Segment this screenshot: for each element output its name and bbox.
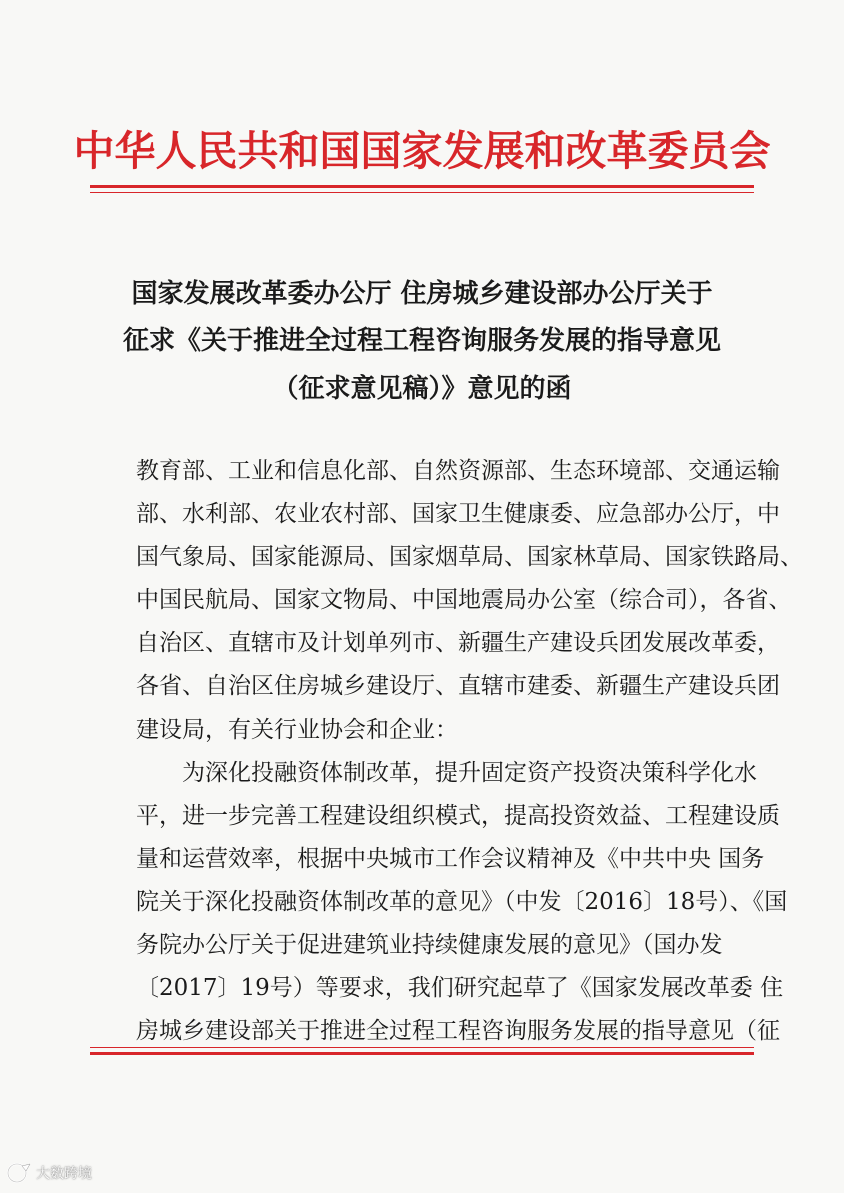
masthead-rule-thick <box>90 185 754 188</box>
footer-rule-thick <box>90 1052 754 1055</box>
addressee-line: 教育部、工业和信息化部、自然资源部、生态环境部、交通运输 <box>136 458 780 484</box>
watermark <box>6 1162 92 1184</box>
body-paragraph-line: 院关于深化投融资体制改革的意见》（中发〔2016〕18号）、《国 <box>136 888 788 915</box>
document-title-line-2: 征求《关于推进全过程工程咨询服务发展的指导意见 <box>122 326 721 356</box>
addressee-line: 各省、自治区住房城乡建设厅、直辖市建委、新疆生产建设兵团 <box>136 673 780 700</box>
addressee-line: 部、水利部、农业农村部、国家卫生健康委、应急部办公厅，中 <box>136 501 780 528</box>
addressee-line: 自治区、直辖市及计划单列市、新疆生产建设兵团发展改革委， <box>136 630 780 657</box>
addressee-line: 国气象局、国家能源局、国家烟草局、国家林草局、国家铁路局、 <box>136 544 803 571</box>
body-paragraph-line: 平，进一步完善工程建设组织模式，提高投资效益、工程建设质 <box>136 802 780 829</box>
masthead-rule-thin <box>90 192 754 193</box>
addressee-line: 中国民航局、国家文物局、中国地震局办公室（综合司），各省、 <box>136 587 792 614</box>
document-title-line-1: 国家发展改革委办公厅 住房城乡建设部办公厅关于 <box>131 279 713 309</box>
body-paragraph-line: 务院办公厅关于促进建筑业持续健康发展的意见》（国办发 <box>136 931 723 958</box>
body-paragraph-line: 量和运营效率，根据中央城市工作会议精神及《中共中央 国务 <box>136 845 765 872</box>
document-title-line-3: （征求意见稿）》意见的函 <box>272 374 572 404</box>
body-paragraph-line: 房城乡建设部关于推进全过程工程咨询服务发展的指导意见（征 <box>136 1018 780 1044</box>
document-masthead: 中华人民共和国国家发展和改革委员会 <box>73 127 771 175</box>
addressee-line: 建设局，有关行业协会和企业： <box>136 716 458 743</box>
footer-rule-thin <box>90 1047 754 1048</box>
body-paragraph-line: 〔2017〕19号）等要求，我们研究起草了《国家发展改革委 住 <box>136 974 784 1001</box>
body-paragraph-line: 为深化投融资体制改革，提升固定资产投资决策科学化水 <box>182 759 757 786</box>
watermark-logo-icon <box>6 1162 32 1184</box>
watermark-text: 大数跨境 <box>36 1166 92 1182</box>
